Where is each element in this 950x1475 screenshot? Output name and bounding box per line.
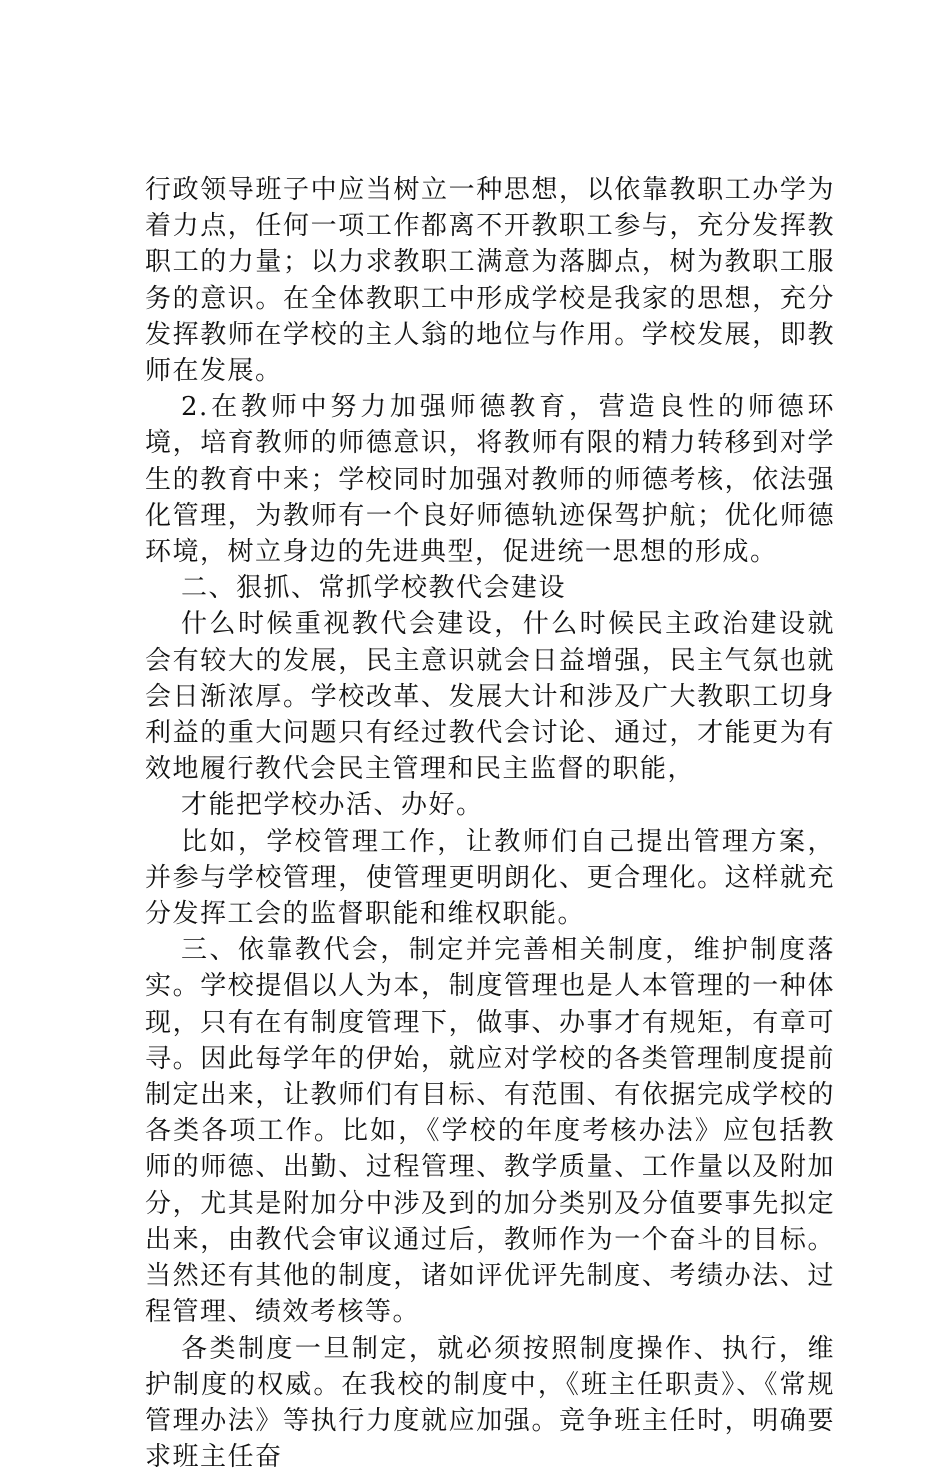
paragraph: 比如，学校管理工作，让教师们自己提出管理方案，并参与学校管理，使管理更明朗化、更合理化。这样就充分发挥工会的监督职能和维权职能。 [145,824,835,933]
paragraph: 各类制度一旦制定，就必须按照制度操作、执行，维护制度的权威。在我校的制度中，《班主任职责》、《常规管理办法》等执行力度就应加强。竞争班主任时，明确要求班主任奋 [145,1331,835,1475]
paragraph: 才能把学校办活、办好。 [145,787,835,823]
paragraph: 什么时候重视教代会建设，什么时候民主政治建设就会有较大的发展，民主意识就会日益增强，民主气氛也就会日渐浓厚。学校改革、发展大计和涉及广大教职工切身利益的重大问题只有经过教代会讨论、通过，才能更为有效地履行教代会民主管理和民主监督的职能， [145,606,835,787]
paragraph: 行政领导班子中应当树立一种思想，以依靠教职工办学为着力点，任何一项工作都离不开教职工参与，充分发挥教职工的力量；以力求教职工满意为落脚点，树为教职工服务的意识。在全体教职工中形成学校是我家的思想，充分发挥教师在学校的主人翁的地位与作用。学校发展，即教师在发展。 [145,172,835,389]
document-body [145,172,835,1475]
paragraph: 2.在教师中努力加强师德教育，营造良性的师德环境，培育教师的师德意识，将教师有限的精力转移到对学生的教育中来；学校同时加强对教师的师德考核，依法强化管理，为教师有一个良好师德轨迹保驾护航；优化师德环境，树立身边的先进典型，促进统一思想的形成。 [145,389,835,570]
section-heading: 二、狠抓、常抓学校教代会建设 [145,570,835,606]
section-heading-paragraph: 三、依靠教代会，制定并完善相关制度，维护制度落实。学校提倡以人为本，制度管理也是人本管理的一种体现，只有在有制度管理下，做事、办事才有规矩，有章可寻。因此每学年的伊始，就应对学校的各类管理制度提前制定出来，让教师们有目标、有范围、有依据完成学校的各类各项工作。比如，《学校的年度考核办法》应包括教师的师德、出勤、过程管理、教学质量、工作量以及附加分，尤其是附加分中涉及到的加分类别及分值要事先拟定出来，由教代会审议通过后，教师作为一个奋斗的目标。当然还有其他的制度，诸如评优评先制度、考绩办法、过程管理、绩效考核等。 [145,932,835,1330]
